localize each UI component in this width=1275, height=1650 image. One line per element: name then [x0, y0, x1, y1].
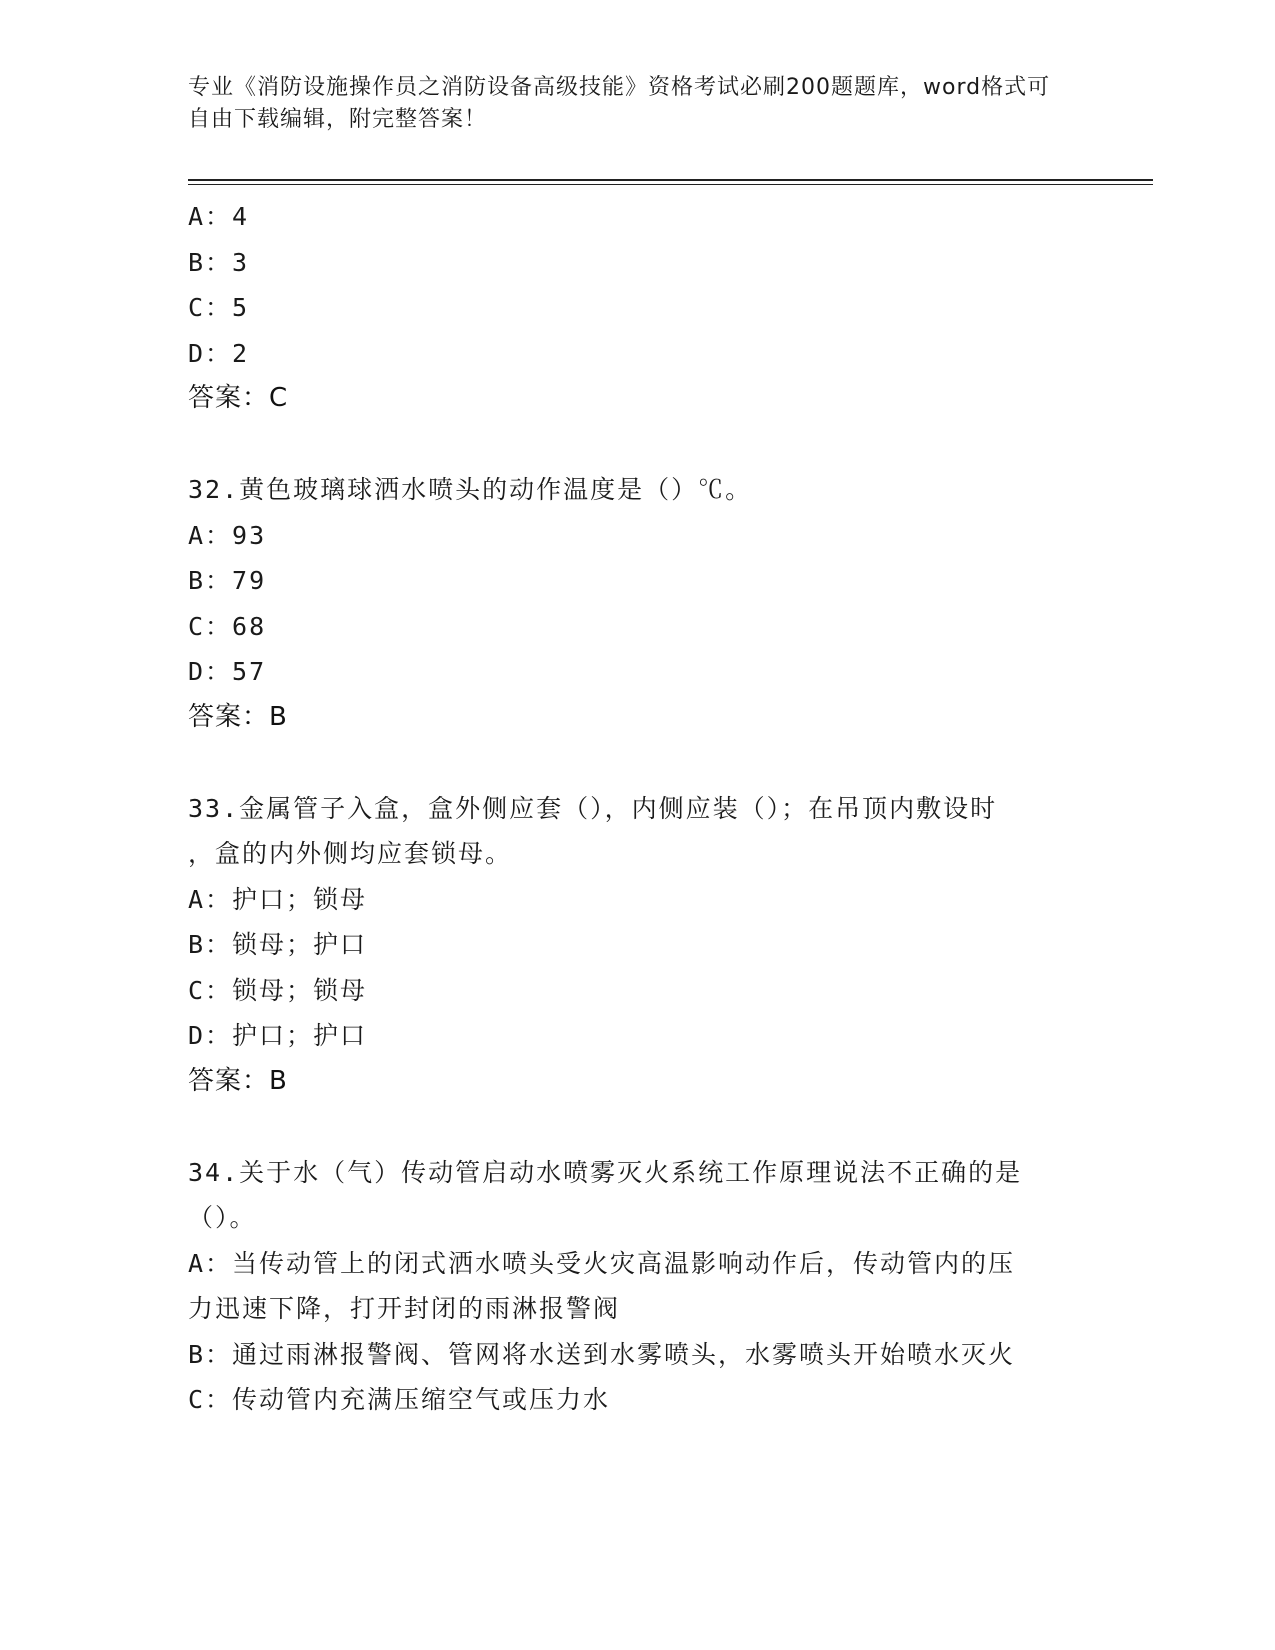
option-c: C：传动管内充满压缩空气或压力水: [188, 1385, 611, 1414]
option-d: D：57: [188, 657, 267, 686]
option-a-continued: 力迅速下降，打开封闭的雨淋报警阀: [188, 1294, 621, 1323]
question-list: [188, 194, 1068, 1423]
option-a: A：4: [188, 202, 250, 231]
option-a: A：93: [188, 520, 267, 550]
option-b: B：通过雨淋报警阀、管网将水送到水雾喷头，水雾喷头开始喷水灭火: [188, 1339, 1016, 1369]
page-header-title: 专业《消防设施操作员之消防设备高级技能》资格考试必刷200题题库，word格式可自由下载编辑，附完整答案！: [188, 75, 1051, 132]
header-divider: [188, 179, 1153, 181]
answer-line: 答案：B: [188, 701, 288, 732]
question-stem-continued: （）。: [188, 1203, 257, 1232]
question-stem: 33.金属管子入盒，盒外侧应套（），内侧应装（）；在吊顶内敷设时: [188, 793, 998, 823]
option-d: D：2: [188, 338, 250, 368]
spacer: [188, 1104, 1068, 1150]
question-32: [188, 467, 1068, 740]
option-a: A：护口；锁母: [188, 884, 368, 914]
question-stem-continued: ，盒的内外侧均应套锁母。: [188, 839, 513, 868]
question-stem: 34.关于水（气）传动管启动水喷雾灭火系统工作原理说法不正确的是: [188, 1157, 1023, 1187]
answer-line: 答案：C: [188, 383, 289, 413]
spacer: [188, 740, 1068, 786]
option-c: C：5: [188, 293, 250, 322]
option-b: B：锁母；护口: [188, 930, 368, 959]
spacer: [188, 422, 1068, 468]
option-c: C：68: [188, 611, 267, 641]
option-d: D：护口；护口: [188, 1021, 368, 1050]
answer-line: 答案：B: [188, 1065, 288, 1096]
question-34: [188, 1150, 1068, 1423]
question-33: [188, 786, 1068, 1105]
option-c: C：锁母；锁母: [188, 975, 368, 1005]
header-divider-thin: [188, 184, 1153, 185]
option-a: A：当传动管上的闭式洒水喷头受火灾高温影响动作后，传动管内的压: [188, 1248, 1016, 1278]
option-b: B：79: [188, 566, 267, 595]
question-stem: 32.黄色玻璃球洒水喷头的动作温度是（）℃。: [188, 475, 753, 504]
option-b: B：3: [188, 247, 250, 277]
question-31-continuation: [188, 194, 1068, 422]
